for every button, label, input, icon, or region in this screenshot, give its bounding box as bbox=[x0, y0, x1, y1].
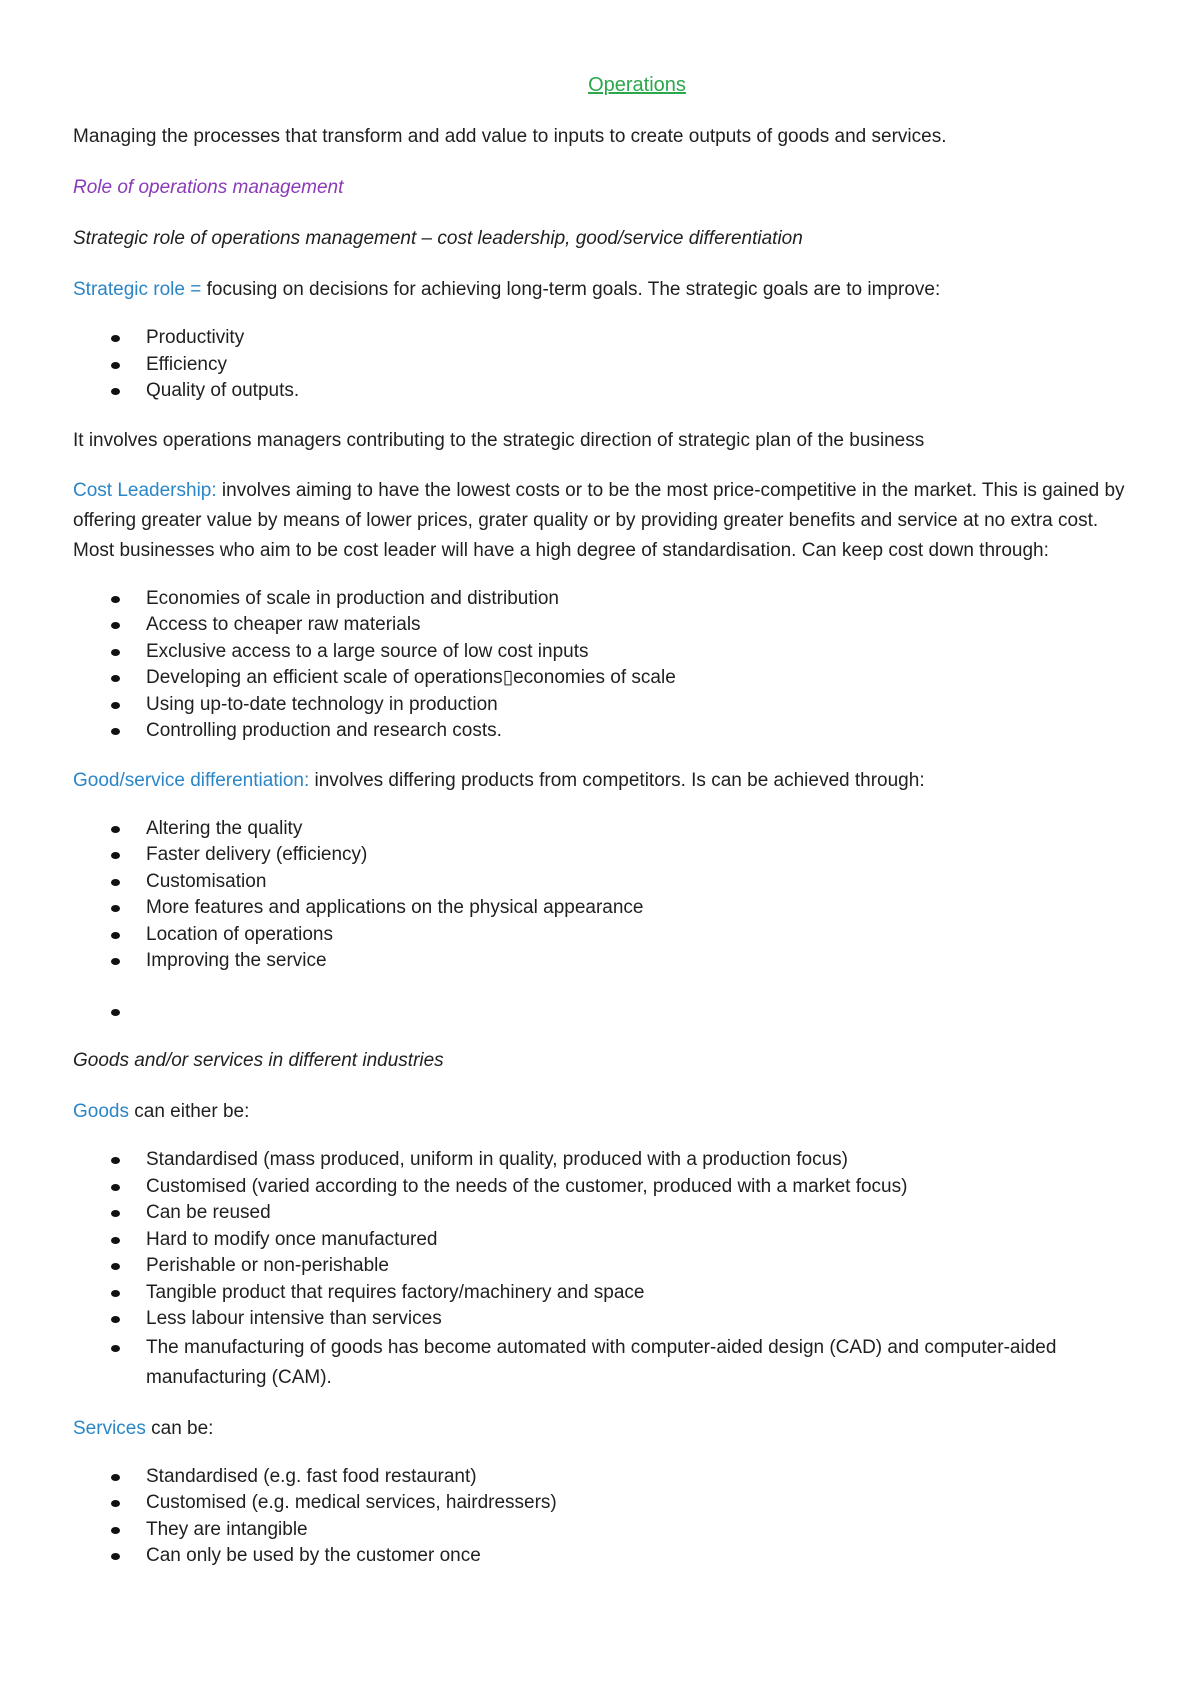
list-item bbox=[73, 1464, 1133, 1491]
goods-text: can either be: bbox=[128, 1101, 250, 1122]
list-item-text: Standardised (mass produced, uniform in quality, produced with a production focus) bbox=[146, 1149, 848, 1170]
bullet-icon bbox=[111, 1184, 120, 1191]
services-term: Services bbox=[73, 1417, 146, 1439]
cost-leadership-term: Cost Leadership: bbox=[73, 479, 217, 501]
list-item-text: Customised (e.g. medical services, hairdressers) bbox=[146, 1492, 557, 1513]
cost-leadership-text: involves aiming to have the lowest costs or to be the most price-competitive in the market. This is gained by offering greater value by means of lower prices, grater quality or by providing greater benefits and service at no extra cost. Most businesses who aim to be cost leader will have a high degree of standardisation. Can keep cost down through: bbox=[73, 479, 1125, 561]
services-text: can be: bbox=[145, 1417, 214, 1439]
list-item bbox=[73, 816, 1133, 843]
list-item-text: Standardised (e.g. fast food restaurant) bbox=[146, 1465, 477, 1487]
bullet-icon bbox=[111, 388, 120, 395]
bullet-icon bbox=[111, 675, 120, 682]
bullet-icon bbox=[111, 1474, 120, 1481]
list-item bbox=[73, 1490, 1133, 1517]
bullet-icon bbox=[111, 1527, 120, 1534]
bullet-icon bbox=[111, 826, 120, 833]
list-item bbox=[73, 895, 1133, 922]
list-item bbox=[73, 1280, 1133, 1307]
list-item-text: Tangible product that requires factory/machinery and space bbox=[146, 1281, 645, 1303]
industries-heading: Goods and/or services in different industries bbox=[73, 1050, 444, 1071]
list-item-text: Can only be used by the customer once bbox=[146, 1545, 481, 1566]
list-item bbox=[73, 1306, 1133, 1333]
list-item bbox=[73, 1543, 1133, 1570]
bullet-icon bbox=[111, 905, 120, 912]
bullet-icon bbox=[111, 1500, 120, 1507]
intro-paragraph: Managing the processes that transform and add value to inputs to create outputs of goods and services. bbox=[73, 126, 947, 147]
differentiation-term: Good/service differentiation: bbox=[73, 769, 310, 791]
strategic-role-paragraph bbox=[73, 274, 1133, 305]
empty-list bbox=[73, 999, 1133, 1026]
list-item-text: Improving the service bbox=[146, 950, 327, 971]
strategic-subheading: Strategic role of operations management – cost leadership, good/service differentiation bbox=[73, 228, 803, 249]
list-item-text: The manufacturing of goods has become automated with computer-aided design (CAD) and computer-aided manufacturing (CAM). bbox=[146, 1336, 1057, 1388]
list-item bbox=[73, 842, 1133, 869]
list-item-text: More features and applications on the physical appearance bbox=[146, 897, 644, 918]
bullet-icon bbox=[111, 335, 120, 342]
list-item-text: Productivity bbox=[146, 327, 245, 348]
goods-list bbox=[73, 1147, 1133, 1393]
bullet-icon bbox=[111, 958, 120, 965]
list-item bbox=[73, 1333, 1133, 1393]
list-item bbox=[73, 692, 1133, 719]
bullet-icon bbox=[111, 879, 120, 886]
bullet-icon bbox=[111, 1263, 120, 1270]
bullet-icon bbox=[111, 1553, 120, 1560]
services-list bbox=[73, 1464, 1133, 1570]
list-item-text: Exclusive access to a large source of low cost inputs bbox=[146, 640, 589, 662]
bullet-icon bbox=[111, 622, 120, 629]
list-item-text: Quality of outputs. bbox=[146, 380, 300, 401]
cost-leadership-paragraph bbox=[73, 476, 1133, 566]
bullet-icon bbox=[111, 852, 120, 859]
list-item bbox=[73, 1200, 1133, 1227]
list-item bbox=[73, 639, 1133, 666]
list-item bbox=[73, 869, 1133, 896]
list-item-text: Access to cheaper raw materials bbox=[146, 614, 421, 635]
goods-paragraph bbox=[73, 1096, 1133, 1127]
list-item-text: Less labour intensive than services bbox=[146, 1308, 442, 1329]
services-paragraph bbox=[73, 1413, 1133, 1444]
list-item bbox=[73, 1227, 1133, 1254]
differentiation-list bbox=[73, 816, 1133, 975]
list-item-text: Developing an efficient scale of operations▯economies of scale bbox=[146, 667, 676, 688]
differentiation-paragraph bbox=[73, 765, 1133, 796]
list-item-text: Faster delivery (efficiency) bbox=[146, 844, 368, 865]
list-item-text: Efficiency bbox=[146, 353, 227, 375]
list-item-text: Location of operations bbox=[146, 923, 333, 945]
list-item bbox=[73, 922, 1133, 949]
list-item bbox=[73, 1253, 1133, 1280]
bullet-icon bbox=[111, 1316, 120, 1323]
bullet-icon bbox=[111, 1237, 120, 1244]
list-item bbox=[73, 612, 1133, 639]
bullet-icon bbox=[111, 702, 120, 709]
list-item bbox=[73, 352, 1133, 379]
list-item-text: Customised (varied according to the needs of the customer, produced with a market focus) bbox=[146, 1175, 908, 1197]
strategic-role-term: Strategic role = bbox=[73, 279, 207, 300]
list-item-text: Hard to modify once manufactured bbox=[146, 1228, 438, 1250]
bullet-icon bbox=[111, 596, 120, 603]
bullet-icon bbox=[111, 362, 120, 369]
list-item bbox=[73, 1517, 1133, 1544]
differentiation-text: involves differing products from competitors. Is can be achieved through: bbox=[309, 769, 925, 791]
list-item bbox=[73, 378, 1133, 405]
involves-paragraph: It involves operations managers contributing to the strategic direction of strategic plan of the business bbox=[73, 429, 925, 451]
list-item-text: Altering the quality bbox=[146, 817, 303, 839]
bullet-icon bbox=[111, 1210, 120, 1217]
bullet-icon bbox=[111, 1345, 120, 1352]
role-heading: Role of operations management bbox=[73, 177, 344, 198]
strategic-role-text: focusing on decisions for achieving long-term goals. The strategic goals are to improve: bbox=[206, 279, 941, 300]
bullet-icon bbox=[111, 1157, 120, 1164]
list-item bbox=[73, 948, 1133, 975]
cost-leadership-list bbox=[73, 586, 1133, 745]
list-item bbox=[73, 586, 1133, 613]
bullet-icon bbox=[111, 728, 120, 735]
list-item bbox=[73, 718, 1133, 745]
bullet-icon bbox=[111, 932, 120, 939]
goods-term: Goods bbox=[73, 1101, 129, 1122]
strategic-goals-list bbox=[73, 325, 1133, 405]
bullet-icon bbox=[111, 1290, 120, 1297]
list-item bbox=[73, 1147, 1133, 1174]
list-item-text: Perishable or non-perishable bbox=[146, 1255, 389, 1276]
list-item-text: Customisation bbox=[146, 870, 267, 892]
list-item-text: Can be reused bbox=[146, 1202, 271, 1223]
page-title: Operations bbox=[588, 74, 686, 96]
title-row bbox=[73, 70, 1133, 101]
list-item bbox=[73, 1174, 1133, 1201]
bullet-icon bbox=[111, 1009, 120, 1016]
list-item-text: They are intangible bbox=[146, 1518, 308, 1540]
list-item bbox=[73, 665, 1133, 692]
document-page bbox=[73, 70, 1133, 1590]
list-item bbox=[73, 325, 1133, 352]
bullet-icon bbox=[111, 649, 120, 656]
list-item-text: Controlling production and research costs. bbox=[146, 720, 502, 741]
empty-list-item bbox=[73, 999, 1133, 1026]
list-item-text: Economies of scale in production and distribution bbox=[146, 587, 559, 609]
list-item-text: Using up-to-date technology in production bbox=[146, 693, 498, 715]
